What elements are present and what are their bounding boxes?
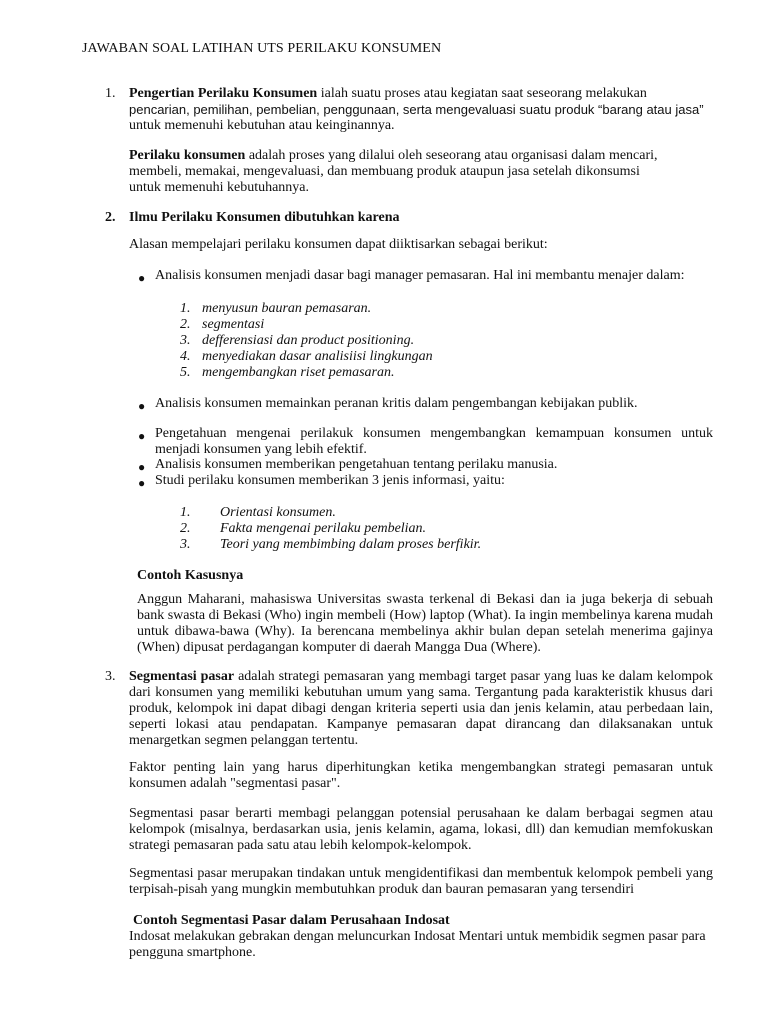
- section-3-paragraph-2: Faktor penting lain yang harus diperhitungkan ketika mengembangkan strategi pemasaran untuk konsumen adalah "segmentasi pasar".: [129, 760, 713, 791]
- list-item: 2. Fakta mengenai perilaku pembelian.: [180, 521, 427, 536]
- list-item: 3. defferensiasi dan product positioning.: [180, 333, 415, 348]
- bullet-marker: ●: [138, 476, 146, 490]
- section-3-number: 3.: [105, 669, 116, 684]
- section-2-bullet-2-text: Analisis konsumen memainkan peranan kritis dalam pengembangan kebijakan publik.: [155, 396, 638, 411]
- list-item: 3. Teori yang membimbing dalam proses berfikir.: [180, 537, 482, 552]
- section-1-paragraph-1-text: ialah suatu proses atau kegiatan saat seseorang melakukan: [317, 86, 647, 101]
- case-heading: Contoh Kasusnya: [137, 568, 244, 583]
- example-heading: Contoh Segmentasi Pasar dalam Perusahaan Indosat: [133, 913, 450, 928]
- section-2-bullet-1: Analisis konsumen menjadi dasar bagi manager pemasaran. Hal ini membantu menajer dalam:: [155, 268, 685, 283]
- bullet-marker: ●: [138, 460, 146, 474]
- case-text: Anggun Maharani, mahasiswa Universitas swasta terkenal di Bekasi dan ia juga bekerja di sebuah bank swasta di Bekasi (Who) ingin membeli (How) laptop (What). Ia ingin membelinya karena mudah untuk dibawa-bawa (Why). Ia berencana membelinya akhir bulan depan setelah menerima gajinya (When) dipusat perdagangan komputer di daerah Mangga Dua (Where).: [137, 592, 713, 655]
- list-item: 1. menyusun bauran pemasaran.: [180, 301, 372, 316]
- section-1-number: 1.: [105, 86, 116, 101]
- example-text: Indosat melakukan gebrakan dengan meluncurkan Indosat Mentari untuk membidik segmen pasar para pengguna smartphone.: [129, 929, 706, 960]
- bullet-marker: ●: [138, 271, 146, 285]
- section-2-heading: Ilmu Perilaku Konsumen dibutuhkan karena: [129, 210, 400, 225]
- section-3-paragraph-1-text: adalah strategi pemasaran yang membagi target pasar yang luas ke dalam kelompok dari konsumen yang memiliki kebutuhan umum yang sama. Tergantung pada karakteristik khusus dari produk, kelompok ini dapat dibagi dengan kriteria seperti usia dan jenis kelamin, atau perbedaan lain, seperti lokasi atau pendapatan. Kampanye pemasaran dapat dirancang dan dilaksanakan untuk menargetkan segmen pelanggan tertentu.: [129, 669, 713, 748]
- section-2-number: 2.: [105, 210, 116, 225]
- section-1-paragraph-2: [129, 148, 669, 196]
- section-3-paragraph-1: [129, 669, 713, 749]
- section-2-sublist-1: [180, 301, 433, 381]
- document-title: JAWABAN SOAL LATIHAN UTS PERILAKU KONSUMEN: [82, 41, 442, 56]
- section-3-paragraph-3: Segmentasi pasar berarti membagi pelanggan potensial perusahaan ke dalam berbagai segmen atau kelompok (misalnya, berdasarkan usia, jenis kelamin, agama, lokasi, dll) dan kemudian memfokuskan strategi pemasaran pada satu atau lebih kelompok-kelompok.: [129, 806, 713, 853]
- section-2-intro: Alasan mempelajari perilaku konsumen dapat diiktisarkan sebagai berikut:: [129, 237, 548, 252]
- section-1-paragraph-1-line-2: pencarian, pemilihan, pembelian, penggunaan, serta mengevaluasi suatu produk “barang atau jasa”: [129, 102, 704, 117]
- term-perilaku-konsumen: Perilaku konsumen: [129, 148, 246, 163]
- bullet-marker: ●: [138, 429, 146, 443]
- section-2-bullet-4: Analisis konsumen memberikan pengetahuan tentang perilaku manusia.: [155, 457, 558, 472]
- list-item: 1. Orientasi konsumen.: [180, 505, 336, 520]
- list-item: 4. menyediakan dasar analisiisi lingkungan: [180, 349, 433, 364]
- list-item: 5. mengembangkan riset pemasaran.: [180, 365, 395, 380]
- section-3-paragraph-4: Segmentasi pasar merupakan tindakan untuk mengidentifikasi dan membentuk kelompok pembeli yang terpisah-pisah yang mungkin membutuhkan produk dan bauran pemasaran yang tersendiri: [129, 866, 713, 897]
- list-item: 2. segmentasi: [180, 317, 265, 332]
- section-1-paragraph-1-line-3: untuk memenuhi kebutuhan atau keinginannya.: [129, 118, 395, 133]
- section-2-bullet-3: Pengetahuan mengenai perilakuk konsumen mengembangkan kemampuan konsumen untuk menjadi konsumen yang lebih efektif.: [155, 426, 713, 457]
- bullet-marker: ●: [138, 399, 146, 413]
- term-pengertian-perilaku-konsumen: Pengertian Perilaku Konsumen: [129, 86, 318, 101]
- term-segmentasi-pasar: Segmentasi pasar: [129, 669, 235, 684]
- section-2-bullet-5: Studi perilaku konsumen memberikan 3 jenis informasi, yaitu:: [155, 473, 505, 488]
- section-1-paragraph-1: [129, 86, 713, 134]
- section-2-bullet-2: [155, 396, 713, 412]
- section-1-paragraph-2-text: adalah proses yang dilalui oleh seseorang atau organisasi dalam mencari, membeli, memakai, mengevaluasi, dan membuang produk ataupun jasa setelah dikonsumsi untuk memenuhi kebutuhannya.: [129, 148, 658, 195]
- section-2-sublist-2: [180, 505, 481, 553]
